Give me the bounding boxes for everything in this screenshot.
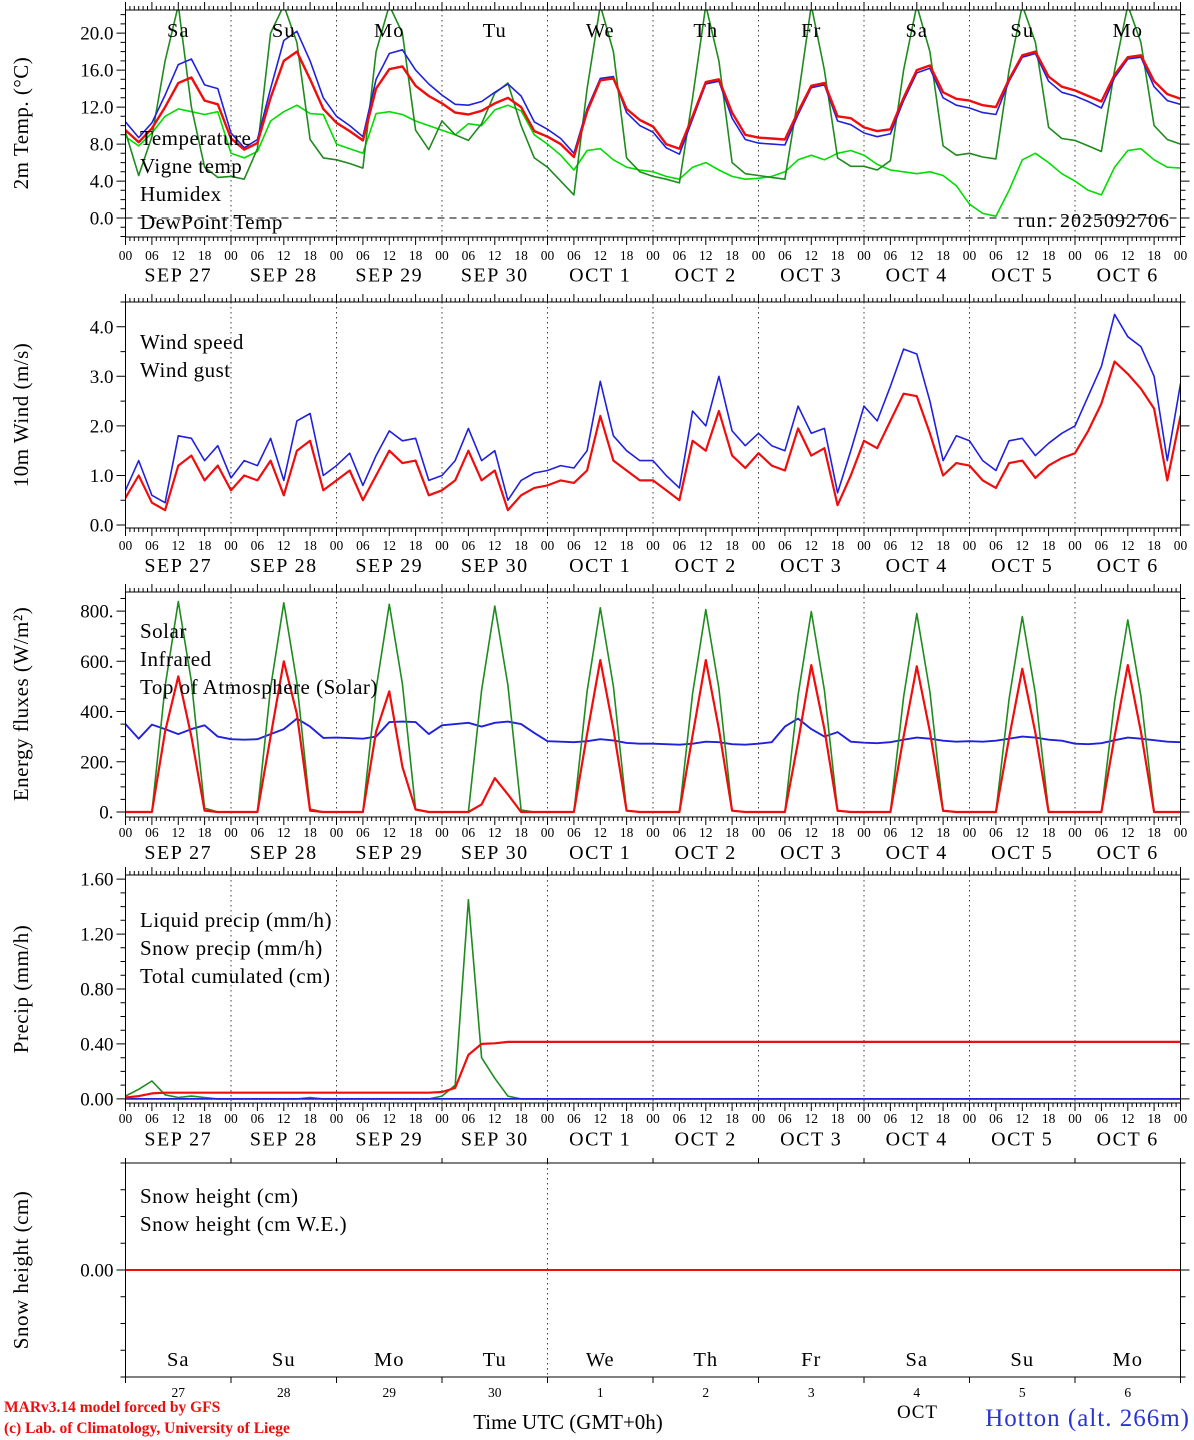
x-hour-label: 18 (725, 1111, 739, 1126)
station-label: Hotton (alt. 266m) (985, 1405, 1190, 1432)
x-date-label: OCT 2 (674, 842, 737, 864)
x-hour-label: 12 (593, 825, 607, 840)
x-hour-label: 12 (804, 825, 818, 840)
x-hour-label: 06 (145, 825, 159, 840)
x-hour-label: 00 (646, 248, 660, 263)
x-hour-label: 18 (1041, 825, 1056, 840)
x-hour-label: 00 (646, 538, 660, 553)
x-hour-label: 00 (751, 825, 766, 840)
x-hour-label: 12 (1015, 248, 1029, 263)
x-hour-label: 12 (593, 538, 607, 553)
y-tick-label: 600. (80, 651, 114, 673)
weekday-label-top: Su (271, 20, 296, 42)
x-hour-label: 06 (1094, 1111, 1109, 1126)
weekday-label-bottom: We (585, 1349, 615, 1371)
y-tick-label: 3.0 (89, 366, 114, 388)
x-hour-label: 06 (989, 825, 1003, 840)
x-hour-label: 06 (672, 538, 687, 553)
x-hour-label: 06 (567, 248, 581, 263)
x-hour-label: 12 (1121, 538, 1135, 553)
x-hour-label: 18 (936, 538, 950, 553)
axis-title-precip: Precip (mm/h) (9, 924, 33, 1054)
x-hour-label: 18 (408, 538, 423, 553)
x-hour-label: 18 (303, 538, 317, 553)
y-tick-label: 0.00 (80, 1260, 114, 1282)
y-tick-label: 0.00 (80, 1089, 114, 1111)
y-tick-label: 1.20 (80, 924, 114, 946)
x-hour-label: 12 (804, 538, 818, 553)
x-date-label: SEP 28 (249, 1128, 318, 1151)
x-date-label: SEP 27 (144, 264, 213, 287)
weekday-label-top: We (585, 20, 615, 42)
x-hour-label: 18 (197, 1111, 212, 1126)
x-hour-label: 06 (989, 248, 1003, 263)
day-number-label: 3 (807, 1385, 815, 1400)
panel-energy-fluxes (9, 584, 1190, 825)
x-hour-label: 12 (910, 825, 924, 840)
x-hour-label: 18 (1041, 1111, 1056, 1126)
y-tick-label: 0.80 (80, 979, 114, 1001)
panel-frame (126, 10, 1181, 237)
x-date-label: OCT 2 (674, 264, 737, 287)
axis-ticks (117, 294, 1190, 536)
x-date-label: OCT 5 (991, 1128, 1054, 1151)
x-date-label: OCT 6 (1096, 555, 1159, 577)
x-hour-label: 06 (1094, 825, 1109, 840)
x-hour-label: 12 (382, 248, 396, 263)
weekday-label-bottom: Sa (167, 1349, 190, 1371)
legend-energy-fluxes-2: Top of Atmosphere (Solar) (140, 675, 378, 699)
x-hour-label: 18 (408, 825, 423, 840)
x-hour-label: 18 (725, 248, 739, 263)
x-hour-label: 12 (277, 825, 291, 840)
x-hour-label: 00 (540, 538, 555, 553)
x-hour-label: 00 (435, 538, 449, 553)
x-hour-label: 00 (751, 1111, 766, 1126)
y-tick-label: 1.60 (80, 869, 114, 891)
time-axis-title: Time UTC (GMT+0h) (473, 1410, 663, 1434)
x-hour-label: 00 (224, 825, 238, 840)
legend-temperature-3: DewPoint Temp (140, 210, 283, 234)
x-hour-label: 00 (751, 248, 766, 263)
x-hour-label: 12 (171, 825, 185, 840)
x-hour-label: 06 (250, 248, 265, 263)
legend-precip-1: Snow precip (mm/h) (140, 936, 323, 960)
legend-wind-1: Wind gust (140, 358, 231, 382)
x-hour-label: 00 (329, 825, 344, 840)
weekday-label-top: Th (693, 20, 719, 42)
x-date-label: OCT 6 (1096, 264, 1159, 287)
weekday-label-top: Tu (482, 20, 507, 42)
x-hour-label: 00 (329, 1111, 344, 1126)
x-hour-label: 06 (461, 538, 476, 553)
y-tick-label: 20.0 (80, 23, 114, 45)
x-hour-label: 18 (619, 248, 634, 263)
x-hour-label: 06 (461, 825, 476, 840)
y-tick-label: 8.0 (89, 134, 114, 156)
x-hour-label: 00 (540, 248, 555, 263)
x-hour-label: 12 (910, 1111, 924, 1126)
x-date-label: SEP 29 (355, 555, 424, 577)
y-tick-label: 2.0 (89, 416, 114, 438)
model-credit-line2: (c) Lab. of Climatology, University of Liege (4, 1420, 290, 1437)
weekday-label-bottom: Fr (801, 1349, 822, 1371)
x-hour-label: 00 (857, 538, 871, 553)
weekday-label-bottom: Su (271, 1349, 296, 1371)
x-hour-label: 00 (118, 538, 133, 553)
day-number-label: 27 (171, 1385, 185, 1400)
x-hour-label: 12 (699, 825, 713, 840)
x-hour-label: 12 (1015, 825, 1029, 840)
x-date-label: OCT 1 (569, 1128, 632, 1151)
x-date-label: OCT 6 (1096, 842, 1159, 864)
x-hour-label: 18 (1041, 538, 1056, 553)
x-hour-label: 00 (962, 1111, 977, 1126)
x-hour-label: 06 (250, 1111, 265, 1126)
x-date-label: SEP 27 (144, 555, 213, 577)
weekday-label-bottom: Sa (905, 1349, 928, 1371)
x-date-label: SEP 30 (460, 1128, 529, 1151)
day-number-label: 28 (277, 1385, 291, 1400)
weekday-label-top: Mo (1112, 20, 1143, 42)
x-hour-label: 00 (646, 1111, 660, 1126)
x-hour-label: 18 (303, 248, 317, 263)
x-hour-label: 00 (224, 248, 238, 263)
x-hour-label: 18 (936, 248, 950, 263)
x-date-label: OCT 3 (780, 1128, 843, 1151)
legend-temperature-0: Temperature (140, 126, 252, 150)
x-hour-label: 12 (171, 1111, 185, 1126)
x-date-label: OCT 1 (569, 264, 632, 287)
x-hour-label: 00 (118, 1111, 133, 1126)
x-date-label: OCT 5 (991, 264, 1054, 287)
x-hour-label: 00 (962, 538, 977, 553)
x-hour-label: 06 (989, 538, 1003, 553)
x-hour-label: 00 (1173, 538, 1188, 553)
x-hour-label: 18 (830, 825, 845, 840)
axis-title-snow-height: Snow height (cm) (9, 1190, 33, 1350)
x-date-label: OCT 3 (780, 842, 843, 864)
x-hour-label: 18 (303, 825, 317, 840)
x-hour-label: 06 (567, 538, 581, 553)
x-hour-label: 18 (830, 1111, 845, 1126)
x-hour-label: 06 (1094, 538, 1109, 553)
x-hour-label: 12 (277, 538, 291, 553)
x-date-label: OCT 4 (885, 842, 948, 864)
model-credit (4, 1397, 290, 1439)
run-label: run: 2025092706 (1017, 210, 1170, 232)
x-hour-label: 00 (435, 1111, 449, 1126)
x-hour-label: 00 (118, 825, 133, 840)
weekday-label-top: Fr (801, 20, 822, 42)
y-tick-label: 12.0 (80, 97, 114, 119)
x-hour-label: 12 (488, 248, 502, 263)
x-hour-label: 12 (488, 538, 502, 553)
x-hour-label: 00 (540, 1111, 555, 1126)
x-date-label: SEP 29 (355, 1128, 424, 1151)
month-label: OCT (897, 1402, 938, 1423)
x-hour-label: 06 (989, 1111, 1003, 1126)
x-hour-label: 00 (540, 825, 555, 840)
x-hour-label: 12 (804, 1111, 818, 1126)
panel-precip (9, 867, 1190, 1111)
y-tick-label: 0. (99, 802, 114, 824)
x-hour-label: 00 (1173, 825, 1188, 840)
x-hour-label: 18 (619, 1111, 634, 1126)
weekday-label-top: Mo (374, 20, 405, 42)
x-date-label: SEP 27 (144, 842, 213, 864)
weekday-label-bottom: Tu (482, 1349, 507, 1371)
legend-energy-fluxes-0: Solar (140, 619, 187, 643)
day-number-label: 1 (596, 1385, 604, 1400)
x-hour-label: 00 (1173, 1111, 1188, 1126)
y-tick-label: 200. (80, 752, 114, 774)
x-hour-label: 00 (435, 825, 449, 840)
day-number-label: 29 (382, 1385, 396, 1400)
x-date-label: SEP 29 (355, 842, 424, 864)
x-hour-label: 12 (1121, 248, 1135, 263)
panel-wind (9, 294, 1190, 537)
x-date-label: OCT 3 (780, 555, 843, 577)
x-hour-label: 18 (514, 248, 528, 263)
x-hour-label: 18 (1147, 538, 1161, 553)
x-hour-label: 06 (778, 538, 792, 553)
x-hour-label: 12 (699, 248, 713, 263)
x-date-label: OCT 2 (674, 555, 737, 577)
weekday-label-bottom: Mo (1112, 1349, 1143, 1371)
x-hour-label: 18 (197, 248, 212, 263)
x-hour-label: 00 (1068, 1111, 1082, 1126)
x-hour-label: 00 (224, 538, 238, 553)
day-number-label: 30 (488, 1385, 502, 1400)
x-hour-label: 00 (857, 825, 871, 840)
x-date-label: OCT 3 (780, 264, 843, 287)
x-hour-label: 06 (883, 825, 898, 840)
x-date-label: SEP 29 (355, 264, 424, 287)
axis-title-energy-fluxes: Energy fluxes (W/m²) (9, 606, 33, 802)
x-hour-label: 12 (1121, 825, 1135, 840)
x-hour-label: 06 (250, 538, 265, 553)
x-date-label: SEP 30 (460, 555, 529, 577)
day-number-label: 5 (1018, 1385, 1026, 1400)
y-tick-label: 1.0 (89, 465, 114, 487)
x-hour-label: 06 (145, 248, 159, 263)
x-hour-label: 12 (593, 248, 607, 263)
x-hour-label: 18 (1041, 248, 1056, 263)
x-hour-label: 00 (118, 248, 133, 263)
x-hour-label: 18 (830, 538, 845, 553)
x-hour-label: 00 (1068, 825, 1082, 840)
x-hour-label: 18 (303, 1111, 317, 1126)
axis-title-temperature: 2m Temp. (°C) (9, 56, 33, 190)
legend-temperature-2: Humidex (140, 182, 222, 206)
x-hour-label: 00 (962, 825, 977, 840)
x-hour-label: 12 (1015, 538, 1029, 553)
x-hour-label: 12 (488, 825, 502, 840)
legend-precip-2: Total cumulated (cm) (140, 964, 331, 988)
legend-snow-height-1: Snow height (cm W.E.) (140, 1212, 348, 1236)
x-hour-label: 12 (171, 538, 185, 553)
x-hour-label: 06 (145, 538, 159, 553)
x-hour-label: 06 (778, 248, 792, 263)
x-hour-label: 18 (408, 248, 423, 263)
x-hour-label: 12 (382, 538, 396, 553)
x-date-label: OCT 4 (885, 555, 948, 577)
x-hour-label: 12 (910, 538, 924, 553)
y-tick-label: 0.0 (89, 208, 114, 230)
x-hour-label: 12 (804, 248, 818, 263)
x-date-label: OCT 1 (569, 555, 632, 577)
x-date-label: SEP 27 (144, 1128, 213, 1151)
x-hour-label: 18 (1147, 1111, 1161, 1126)
axis-title-wind: 10m Wind (m/s) (9, 342, 33, 488)
x-hour-label: 00 (329, 538, 344, 553)
x-hour-label: 06 (567, 825, 581, 840)
x-hour-label: 06 (778, 825, 792, 840)
x-hour-label: 12 (171, 248, 185, 263)
x-hour-label: 18 (725, 538, 739, 553)
x-hour-label: 06 (356, 1111, 370, 1126)
x-hour-label: 18 (936, 1111, 950, 1126)
x-hour-label: 12 (277, 248, 291, 263)
x-hour-label: 06 (672, 1111, 687, 1126)
x-hour-label: 18 (514, 825, 528, 840)
x-date-label: OCT 5 (991, 555, 1054, 577)
x-hour-label: 00 (1068, 248, 1082, 263)
x-date-label: SEP 28 (249, 264, 318, 287)
x-hour-label: 06 (461, 248, 476, 263)
x-hour-label: 00 (224, 1111, 238, 1126)
x-hour-label: 06 (567, 1111, 581, 1126)
x-hour-label: 12 (593, 1111, 607, 1126)
weekday-label-top: Sa (905, 20, 928, 42)
x-date-label: OCT 1 (569, 842, 632, 864)
x-hour-label: 12 (382, 1111, 396, 1126)
x-hour-label: 00 (857, 248, 871, 263)
x-hour-label: 00 (435, 248, 449, 263)
x-hour-label: 06 (461, 1111, 476, 1126)
y-tick-label: 800. (80, 601, 114, 623)
x-hour-label: 18 (197, 538, 212, 553)
x-hour-label: 18 (619, 538, 634, 553)
x-hour-label: 06 (1094, 248, 1109, 263)
x-hour-label: 12 (488, 1111, 502, 1126)
x-hour-label: 06 (356, 825, 370, 840)
day-number-label: 6 (1124, 1385, 1132, 1400)
y-tick-label: 16.0 (80, 60, 114, 82)
x-hour-label: 00 (962, 248, 977, 263)
x-date-label: SEP 28 (249, 842, 318, 864)
day-number-label: 2 (702, 1385, 710, 1400)
weekday-label-top: Su (1010, 20, 1035, 42)
x-hour-label: 18 (408, 1111, 423, 1126)
x-hour-label: 06 (250, 825, 265, 840)
weekday-label-bottom: Th (693, 1349, 719, 1371)
x-hour-label: 00 (857, 1111, 871, 1126)
x-date-label: OCT 5 (991, 842, 1054, 864)
x-hour-label: 00 (646, 825, 660, 840)
x-hour-label: 18 (514, 1111, 528, 1126)
y-tick-label: 0.0 (89, 515, 114, 537)
x-hour-label: 18 (936, 825, 950, 840)
x-hour-label: 06 (883, 248, 898, 263)
x-hour-label: 06 (672, 248, 687, 263)
x-hour-label: 06 (778, 1111, 792, 1126)
x-hour-label: 18 (619, 825, 634, 840)
legend-energy-fluxes-1: Infrared (140, 647, 212, 671)
weekday-label-top: Sa (167, 20, 190, 42)
x-hour-label: 18 (197, 825, 212, 840)
x-hour-label: 00 (1173, 248, 1188, 263)
x-hour-label: 00 (329, 248, 344, 263)
x-hour-label: 00 (751, 538, 766, 553)
x-hour-label: 18 (514, 538, 528, 553)
x-hour-label: 06 (672, 825, 687, 840)
y-tick-label: 4.0 (89, 171, 114, 193)
x-hour-label: 18 (1147, 825, 1161, 840)
weekday-label-bottom: Su (1010, 1349, 1035, 1371)
x-hour-label: 06 (356, 248, 370, 263)
legend-wind-0: Wind speed (140, 330, 244, 354)
x-hour-label: 00 (1068, 538, 1082, 553)
y-tick-label: 0.40 (80, 1034, 114, 1056)
x-hour-label: 12 (1015, 1111, 1029, 1126)
x-hour-label: 18 (1147, 248, 1161, 263)
axis-ticks (117, 867, 1190, 1111)
x-date-label: OCT 2 (674, 1128, 737, 1151)
x-date-label: OCT 4 (885, 264, 948, 287)
x-date-label: SEP 30 (460, 264, 529, 287)
x-hour-label: 12 (277, 1111, 291, 1126)
x-hour-label: 06 (356, 538, 370, 553)
x-hour-label: 12 (382, 825, 396, 840)
x-hour-label: 18 (725, 825, 739, 840)
y-tick-label: 4.0 (89, 317, 114, 339)
x-hour-label: 06 (883, 1111, 898, 1126)
model-credit-line1: MARv3.14 model forced by GFS (4, 1399, 221, 1416)
x-date-label: SEP 28 (249, 555, 318, 577)
x-hour-label: 12 (699, 538, 713, 553)
x-hour-label: 12 (1121, 1111, 1135, 1126)
x-hour-label: 12 (910, 248, 924, 263)
x-hour-label: 06 (883, 538, 898, 553)
x-date-label: OCT 4 (885, 1128, 948, 1151)
legend-precip-0: Liquid precip (mm/h) (140, 908, 332, 932)
x-hour-label: 06 (145, 1111, 159, 1126)
x-date-label: SEP 30 (460, 842, 529, 864)
x-hour-label: 12 (699, 1111, 713, 1126)
x-date-label: OCT 6 (1096, 1128, 1159, 1151)
y-tick-label: 400. (80, 702, 114, 724)
legend-snow-height-0: Snow height (cm) (140, 1184, 299, 1208)
day-number-label: 4 (913, 1385, 921, 1400)
legend-temperature-1: Vigne temp (140, 154, 243, 178)
weekday-label-bottom: Mo (374, 1349, 405, 1371)
x-hour-label: 18 (830, 248, 845, 263)
